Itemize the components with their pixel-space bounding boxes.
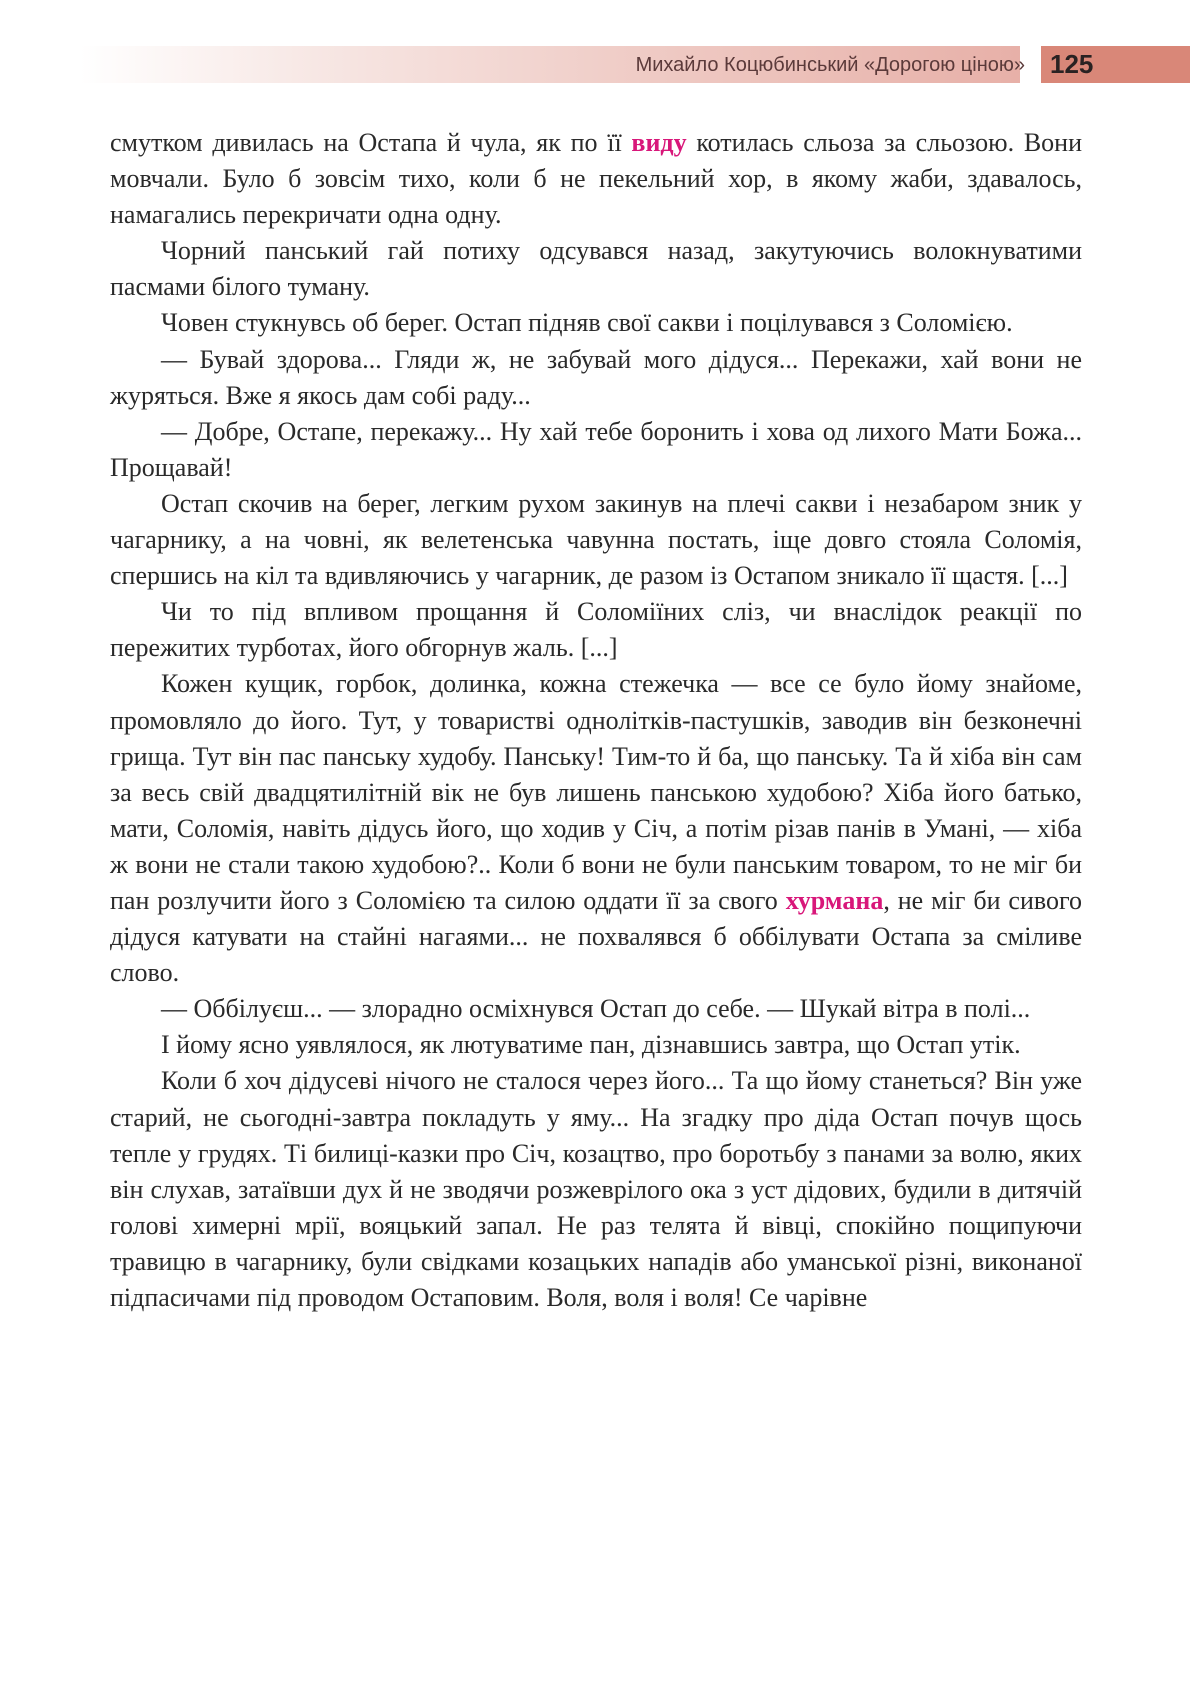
page-number: 125 (1050, 49, 1094, 79)
paragraph-text: — Оббілуєш... — злорадно осміхнувся Остап до себе. — Шукай вітра в полі... (161, 994, 1031, 1024)
glossary-term: хурмана (785, 885, 884, 915)
paragraph-text: котилась сльоза за сльозою. Вони мовчали. Було б зовсім тихо, коли б не пекельний хор, в якому жаби, здавалось, намагались перекричати одна одну. (110, 128, 1082, 230)
paragraph (110, 1027, 1082, 1063)
paragraph (110, 666, 1082, 991)
paragraph (110, 125, 1082, 233)
paragraph-text: Коли б хоч дідусеві нічого не сталося через його... Та що йому станеться? Він уже старий, не сьогодні-завтра покладуть у яму... На згадку про діда Остап почув щось тепле у грудях. Ті билиці-казки про Січ, козацтво, про боротьбу з панами за волю, яких він слухав, затаївши дух й не зводячи розжеврілого ока з уст дідових, будили в дитячій голові химерні мрії, вояцький запал. Не раз телята й вівці, спокійно пощипуючи травицю в чагарнику, були свідками козацьких нападів або уманської різні, виконаної підпасичами під проводом Остаповим. Воля, воля і воля! Се чарівне (110, 1066, 1082, 1312)
glossary-term: виду (631, 128, 687, 157)
paragraph (110, 1063, 1082, 1316)
paragraph-text: Кожен кущик, горбок, долинка, кожна стежечка — все се було йому знайоме, промовляло до його. Тут, у товаристві однолітків-пастушків, заводив він безконечні грища. Тут він пас панську худобу. Панську! Тим-то й ба, що панську. Та й хіба він сам за весь свій двадцятилітній вік не був лишень панською худобою? Хіба його батько, мати, Соломія, навіть дідусь його, що ходив у Січ, а потім різав панів в Умані, — хіба ж вони не стали такою худобою?.. Коли б вони не були панським товаром, то не міг би пан розлучити його з Соломією та силою оддати її за свого (110, 669, 1082, 915)
paragraph-text: , не міг би сивого дідуся катувати на стайні нагаями... не похвалявся б оббілувати Остапа за сміливе слово. (110, 885, 1082, 988)
paragraph-text: І йому ясно уявлялося, як лютуватиме пан, дізнавшись завтра, що Остап утік. (161, 1030, 1021, 1060)
paragraph-text: Човен стукнувсь об берег. Остап підняв свої сакви і поцілувався з Соломією. (161, 308, 1013, 338)
paragraph (110, 233, 1082, 305)
paragraph-text: — Добре, Остапе, перекажу... Ну хай тебе боронить і хова од лихого Мати Божа... Прощавай! (110, 416, 1082, 482)
paragraph (110, 342, 1082, 414)
paragraph (110, 305, 1082, 341)
running-header-title: Михайло Коцюбинський «Дорогою ціною» (635, 54, 1025, 76)
paragraph (110, 594, 1082, 666)
paragraph (110, 486, 1082, 594)
paragraph (110, 991, 1082, 1027)
paragraph (110, 414, 1082, 486)
paragraph-text: — Бувай здорова... Гляди ж, не забувай мого дідуся... Перекажи, хай вони не журяться. Вже я якось дам собі раду... (110, 344, 1082, 410)
paragraph-text: смутком дивилась на Остапа й чула, як по її (110, 128, 632, 157)
paragraph-text: Остап скочив на берег, легким рухом закинув на плечі сакви і незабаром зник у чагарнику, а на човні, як велетенська чавунна постать, іще довго стояла Соломія, спершись на кіл та вдивляючись у чагарник, де разом із Остапом зникало її щастя. [...] (110, 488, 1082, 591)
paragraph-text: Чи то під впливом прощання й Соломіїних сліз, чи внаслідок реакції по пережитих турботах, його обгорнув жаль. [...] (110, 597, 1082, 663)
page-body-text (110, 125, 1082, 1316)
paragraph-text: Чорний панський гай потиху одсувався назад, закутуючись волокнуватими пасмами білого туману. (110, 236, 1082, 302)
